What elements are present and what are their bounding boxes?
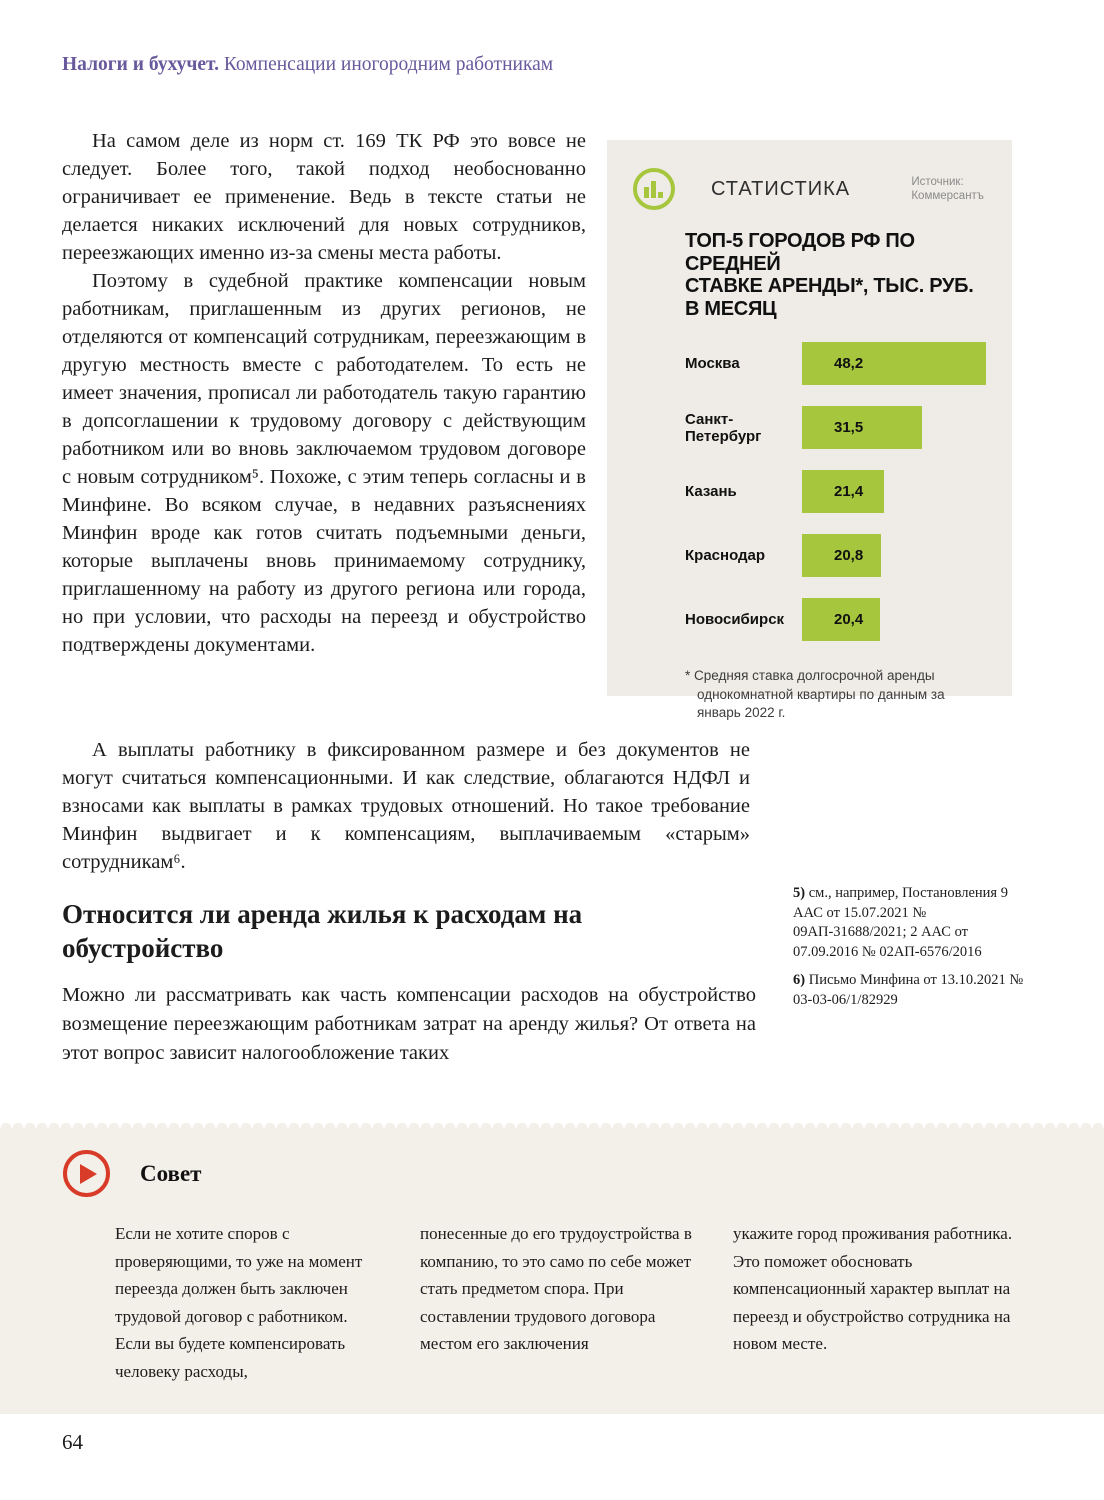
chart-title-line: СТАВКЕ АРЕНДЫ*, ТЫС. РУБ. — [685, 275, 974, 297]
section-heading: Относится ли аренда жилья к расходам на обустройство — [62, 899, 583, 963]
advice-column: понесенные до его трудоустройства в компанию, то это само по себе может стать предметом спора. При составлении трудового договора местом его заключения — [420, 1224, 692, 1353]
bar — [802, 406, 922, 449]
footnote-5 — [793, 884, 1031, 962]
statistics-source: Источник: Коммерсантъ — [911, 176, 984, 202]
bar-chart-icon — [633, 168, 675, 210]
chart-title-line: В МЕСЯЦ — [685, 297, 777, 320]
chart-title — [685, 230, 986, 320]
bar — [802, 470, 884, 513]
bar-row — [685, 534, 986, 577]
article-paragraph: На самом деле из норм ст. 169 ТК РФ это вовсе не следует. Более того, такой подход необоснованно ограничивает ее применение. Ведь в тексте статьи не делается никаких исключений для новых сотрудников, переезжающих именно из-за смены места работы. — [62, 130, 586, 264]
chart-footnote: * Средняя ставка долгосрочной аренды однокомнатной квартиры по данным за январь 2022 г. — [685, 668, 945, 720]
bar-value-label: 21,4 — [834, 483, 864, 500]
bar-row — [685, 470, 986, 513]
bar — [802, 598, 880, 641]
bar-category-label: Москва — [685, 355, 740, 372]
chart-title-line: ТОП-5 ГОРОДОВ РФ ПО СРЕДНЕЙ — [685, 230, 915, 275]
magazine-section-label: Налоги и бухучет. — [62, 54, 220, 75]
advice-columns — [115, 1220, 1021, 1385]
bar-category-label: Новосибирск — [685, 611, 785, 628]
footnote-text: см., например, Постановления 9 ААС от 15.07.2021 № 09АП-31688/2021; 2 ААС от 07.09.2016 № 02АП-6576/2016 — [793, 885, 1008, 960]
advice-heading: Совет — [140, 1160, 202, 1186]
statistics-box — [607, 140, 1012, 720]
article-paragraph: Поэтому в судебной практике компенсации новым работникам, приглашенным из других регионов, не отделяются от компенсаций сотрудникам, переезжающим в другую местность вместе с работодателем. То есть не имеет значения, прописал ли работодатель такую гарантию в допсоглашении к трудовому договору с действующим работником или во вновь заключаемом трудовом договоре с новым сотрудником⁵. Похоже, с этим теперь согласны и в Минфине. Во всяком случае, в недавних разъяснениях Минфин вроде как готов считать подъемными деньги, которые выплачены вновь принимаемому сотруднику, приглашенному на работу из другого региона или города, но при условии, что расходы на переезд и обустройство подтверждены документами. — [62, 270, 586, 656]
footnote-text: Письмо Минфина от 13.10.2021 № 03-03-06/1/82929 — [793, 972, 1024, 1008]
margin-footnotes — [793, 884, 1031, 1019]
article-title-label: Компенсации иногородним работникам — [219, 54, 554, 75]
article-left-column — [62, 127, 586, 659]
bar-track — [802, 406, 986, 449]
advice-box — [0, 1128, 1104, 1414]
bar-row — [685, 406, 986, 449]
bar-track — [802, 470, 986, 513]
bar-category-label: Казань — [685, 483, 737, 500]
play-icon — [63, 1150, 110, 1197]
bar-value-label: 48,2 — [834, 355, 864, 372]
bar-track — [802, 342, 986, 385]
page-number: 64 — [62, 1430, 83, 1454]
bar — [802, 342, 986, 385]
bar-track — [802, 534, 986, 577]
bar-value-label: 20,8 — [834, 547, 864, 564]
section-paragraph: Можно ли рассматривать как часть компенсации расходов на обустройство возмещение переезжающим работникам затрат на аренду жилья? От ответа на этот вопрос зависит налогообложение таких — [62, 984, 756, 1064]
bar-row — [685, 598, 986, 641]
bar-value-label: 20,4 — [834, 611, 864, 628]
advice-column: Если не хотите споров с проверяющими, то уже на момент переезда должен быть заключен трудовой договор с работником. Если вы будете компенсировать человеку расходы, — [115, 1224, 363, 1381]
article-paragraph: А выплаты работнику в фиксированном размере и без документов не могут считаться компенсационными. И как следствие, облагаются НДФЛ и взносами как выплаты в рамках трудовых отношений. Но такое требование Минфин выдвигает и к компенсациям, выплачиваемым «старым» сотрудникам⁶. — [62, 739, 750, 873]
page-kicker — [62, 54, 553, 76]
bar — [802, 534, 881, 577]
bar-category-label: Санкт-Петербург — [685, 410, 762, 445]
bar-track — [802, 598, 986, 641]
bar-category-label: Краснодар — [685, 547, 766, 564]
bar-chart — [685, 342, 986, 641]
bar-value-label: 31,5 — [834, 419, 864, 436]
statistics-label: СТАТИСТИКА — [711, 177, 851, 200]
advice-column: укажите город проживания работника. Это поможет обосновать компенсационный характер выплат на переезд и обустройство сотрудника на новом месте. — [733, 1224, 1013, 1353]
statistics-header — [633, 168, 986, 210]
footnote-marker: 6) — [793, 972, 806, 988]
footnote-6 — [793, 971, 1031, 1010]
footnote-marker: 5) — [793, 885, 806, 901]
bar-row — [685, 342, 986, 385]
advice-header — [63, 1150, 201, 1197]
scalloped-edge — [0, 1123, 1104, 1128]
